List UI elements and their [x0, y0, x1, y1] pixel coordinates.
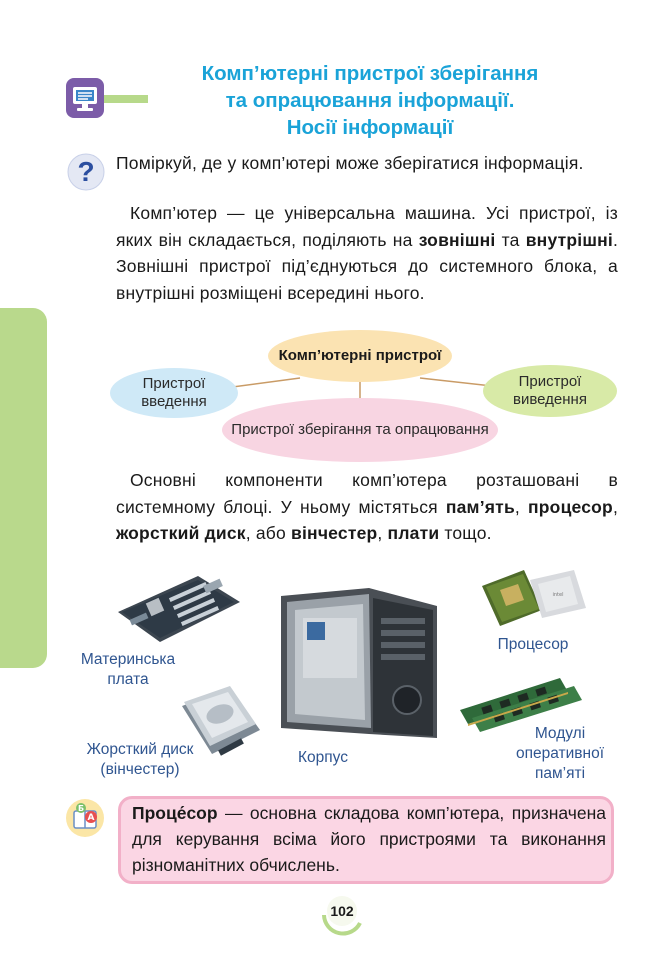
svg-text:Б: Б	[77, 804, 85, 813]
svg-text:?: ?	[77, 156, 95, 187]
term-internal: внутрішні	[525, 229, 613, 250]
caption-motherboard: Материнська плата	[80, 651, 176, 688]
text-span: ,	[514, 496, 529, 517]
text-span: ,	[612, 496, 618, 517]
text-span: ,	[377, 523, 388, 543]
question-text: Поміркуй, де у комп’ютері може зберігатися інформація.	[116, 153, 584, 173]
computer-case-image	[277, 588, 441, 742]
term-winchester: вінчестер	[291, 523, 378, 543]
text-span: Основні компоненти комп’ютера розташовані в системному блоці. У ньому містяться	[116, 470, 618, 517]
diagram-node-computer-devices: Комп’ютерні пристрої	[268, 330, 452, 382]
svg-text:А: А	[87, 813, 95, 823]
term-memory: пам’ять	[445, 496, 515, 517]
text-span: Комп’ютер — це універсальна машина. Усі пристрої, із яких він складається, поділяють на	[116, 203, 618, 250]
caption-hard-disk-text: Жорсткий диск (вінчестер)	[86, 741, 194, 778]
title-line: та опрацювання інформації.	[225, 89, 515, 112]
book-abc-icon	[64, 797, 106, 839]
text-span: тощо.	[439, 523, 492, 543]
components-paragraph	[116, 467, 618, 547]
title-line: Носії інформації	[286, 116, 454, 139]
term-processor: процесор	[528, 496, 613, 517]
definition-text	[132, 800, 606, 878]
motherboard-image	[108, 572, 248, 648]
svg-text:intel: intel	[552, 592, 564, 598]
text-span: . Зовнішні пристрої під’єднуються до системного блока, а внутрішні розміщені всередині нього.	[116, 229, 618, 303]
term-hard-disk: жорсткий диск	[116, 523, 246, 543]
text-span: , або	[245, 523, 292, 543]
caption-case: Корпус	[298, 749, 348, 766]
caption-ram: Модулі оперативної пам’яті	[515, 725, 604, 782]
term-boards: плати	[387, 523, 440, 543]
cpu-image	[478, 566, 590, 630]
title-line: Комп’ютерні пристрої зберігання	[201, 62, 539, 85]
caption-hard-disk	[62, 740, 218, 780]
caption-cpu: Процесор	[497, 636, 569, 653]
term-external: зовнішні	[418, 229, 496, 250]
diagram-node-storage-processing-devices: Пристрої зберігання та опрацювання	[222, 398, 498, 462]
definition-term: Проце́сор	[132, 803, 218, 823]
text-span: та	[495, 229, 526, 250]
diagram-node-input-devices: Пристрої введення	[110, 368, 238, 418]
definition-body: — основна складова комп’ютера, призначена для керування всіма його пристроями та виконання різноманітних обчислень.	[132, 803, 606, 875]
diagram-node-output-devices: Пристрої виведення	[483, 365, 617, 417]
page-number: 102	[330, 903, 354, 919]
